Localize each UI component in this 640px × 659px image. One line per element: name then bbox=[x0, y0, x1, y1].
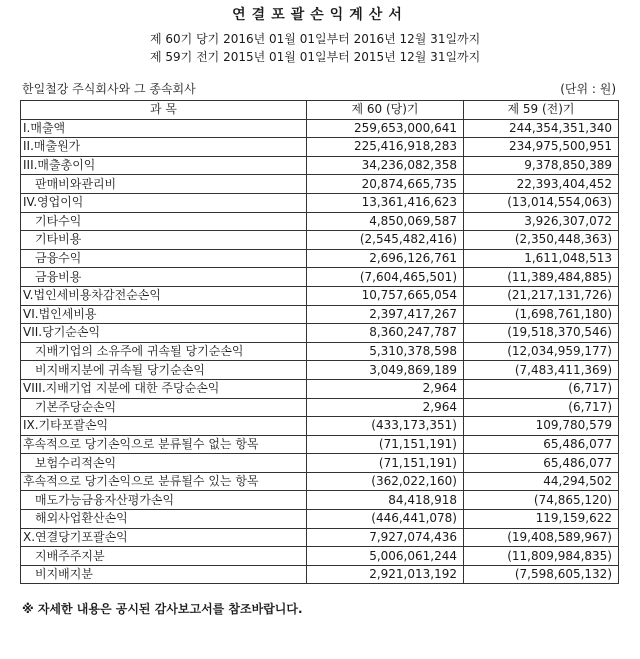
row-label: V.법인세비용차감전순손익 bbox=[21, 286, 307, 305]
table-row bbox=[21, 417, 619, 436]
table-row bbox=[21, 268, 619, 287]
table-row bbox=[21, 361, 619, 380]
table-row bbox=[21, 193, 619, 212]
table-row bbox=[21, 231, 619, 250]
prior-period-value: (11,809,984,835) bbox=[464, 547, 619, 566]
table-row bbox=[21, 454, 619, 473]
prior-period-value: (19,408,589,967) bbox=[464, 528, 619, 547]
row-label: 비지배지분에 귀속될 당기순손익 bbox=[21, 361, 307, 380]
prior-period-value: 44,294,502 bbox=[464, 472, 619, 491]
current-period-value: 34,236,082,358 bbox=[307, 156, 464, 175]
current-period-value: 4,850,069,587 bbox=[307, 212, 464, 231]
document-title: 연결포괄손익계산서 bbox=[232, 7, 408, 23]
current-period-value: 2,964 bbox=[307, 379, 464, 398]
current-period-value: 3,049,869,189 bbox=[307, 361, 464, 380]
header-account: 과 목 bbox=[21, 101, 307, 120]
table-row bbox=[21, 305, 619, 324]
current-period-value: 84,418,918 bbox=[307, 491, 464, 510]
current-period-value: 8,360,247,787 bbox=[307, 324, 464, 343]
current-period-value: 20,874,665,735 bbox=[307, 175, 464, 194]
table-row bbox=[21, 435, 619, 454]
prior-period-value: 9,378,850,389 bbox=[464, 156, 619, 175]
row-label: 금융수익 bbox=[21, 249, 307, 268]
table-row bbox=[21, 212, 619, 231]
current-period-value: 5,310,378,598 bbox=[307, 342, 464, 361]
row-label: 비지배지분 bbox=[21, 565, 307, 584]
current-period-value: 259,653,000,641 bbox=[307, 119, 464, 138]
table-row bbox=[21, 286, 619, 305]
row-label: 해외사업환산손익 bbox=[21, 510, 307, 529]
row-label: 지배주주지분 bbox=[21, 547, 307, 566]
table-row bbox=[21, 324, 619, 343]
prior-period-value: 119,159,622 bbox=[464, 510, 619, 529]
current-period-value: (71,151,191) bbox=[307, 435, 464, 454]
row-label: 금융비용 bbox=[21, 268, 307, 287]
prior-period-value: 3,926,307,072 bbox=[464, 212, 619, 231]
table-row bbox=[21, 510, 619, 529]
table-row bbox=[21, 528, 619, 547]
prior-period-value: 22,393,404,452 bbox=[464, 175, 619, 194]
prior-period-value: (12,034,959,177) bbox=[464, 342, 619, 361]
table-header-row bbox=[21, 101, 619, 120]
current-period-value: 2,397,417,267 bbox=[307, 305, 464, 324]
prior-period-value: (7,598,605,132) bbox=[464, 565, 619, 584]
row-label: 후속적으로 당기손익으로 분류될수 있는 항목 bbox=[21, 472, 307, 491]
prior-period-value: (21,217,131,726) bbox=[464, 286, 619, 305]
row-label: 기타수익 bbox=[21, 212, 307, 231]
current-period-value: (362,022,160) bbox=[307, 472, 464, 491]
row-label: IX.기타포괄손익 bbox=[21, 417, 307, 436]
row-label: 후속적으로 당기손익으로 분류될수 없는 항목 bbox=[21, 435, 307, 454]
current-period-value: (7,604,465,501) bbox=[307, 268, 464, 287]
row-label: 지배기업의 소유주에 귀속될 당기순손익 bbox=[21, 342, 307, 361]
table-row bbox=[21, 491, 619, 510]
period-current: 제 60기 당기 2016년 01월 01일부터 2016년 12월 31일까지 bbox=[150, 32, 481, 46]
current-period-value: (433,173,351) bbox=[307, 417, 464, 436]
table-body bbox=[21, 119, 619, 584]
table-row bbox=[21, 547, 619, 566]
footnote: ※ 자세한 내용은 공시된 감사보고서를 참조바랍니다. bbox=[22, 602, 303, 616]
prior-period-value: (2,350,448,363) bbox=[464, 231, 619, 250]
current-period-value: (2,545,482,416) bbox=[307, 231, 464, 250]
row-label: 기타비용 bbox=[21, 231, 307, 250]
table-row bbox=[21, 379, 619, 398]
row-label: VI.법인세비용 bbox=[21, 305, 307, 324]
table-row bbox=[21, 175, 619, 194]
prior-period-value: (13,014,554,063) bbox=[464, 193, 619, 212]
prior-period-value: (74,865,120) bbox=[464, 491, 619, 510]
prior-period-value: (6,717) bbox=[464, 398, 619, 417]
current-period-value: 10,757,665,054 bbox=[307, 286, 464, 305]
row-label: 판매비와관리비 bbox=[21, 175, 307, 194]
prior-period-value: (6,717) bbox=[464, 379, 619, 398]
row-label: 매도가능금융자산평가손익 bbox=[21, 491, 307, 510]
table-row bbox=[21, 565, 619, 584]
company-name: 한일철강 주식회사와 그 종속회사 bbox=[22, 82, 196, 96]
current-period-value: 5,006,061,244 bbox=[307, 547, 464, 566]
current-period-value: 7,927,074,436 bbox=[307, 528, 464, 547]
current-period-value: 13,361,416,623 bbox=[307, 193, 464, 212]
header-current-period: 제 60 (당)기 bbox=[307, 101, 464, 120]
prior-period-value: (11,389,484,885) bbox=[464, 268, 619, 287]
row-label: VIII.지배기업 지분에 대한 주당순손익 bbox=[21, 379, 307, 398]
prior-period-value: 1,611,048,513 bbox=[464, 249, 619, 268]
current-period-value: (446,441,078) bbox=[307, 510, 464, 529]
prior-period-value: (1,698,761,180) bbox=[464, 305, 619, 324]
row-label: IV.영업이익 bbox=[21, 193, 307, 212]
current-period-value: (71,151,191) bbox=[307, 454, 464, 473]
row-label: X.연결당기포괄손익 bbox=[21, 528, 307, 547]
table-row bbox=[21, 342, 619, 361]
prior-period-value: 234,975,500,951 bbox=[464, 138, 619, 157]
current-period-value: 2,964 bbox=[307, 398, 464, 417]
table-row bbox=[21, 249, 619, 268]
prior-period-value: (7,483,411,369) bbox=[464, 361, 619, 380]
table-row bbox=[21, 472, 619, 491]
table-row bbox=[21, 398, 619, 417]
prior-period-value: (19,518,370,546) bbox=[464, 324, 619, 343]
row-label: 기본주당순손익 bbox=[21, 398, 307, 417]
row-label: 보험수리적손익 bbox=[21, 454, 307, 473]
table-row bbox=[21, 119, 619, 138]
row-label: I.매출액 bbox=[21, 119, 307, 138]
table-row bbox=[21, 156, 619, 175]
current-period-value: 2,696,126,761 bbox=[307, 249, 464, 268]
current-period-value: 2,921,013,192 bbox=[307, 565, 464, 584]
prior-period-value: 65,486,077 bbox=[464, 435, 619, 454]
current-period-value: 225,416,918,283 bbox=[307, 138, 464, 157]
income-statement-table bbox=[20, 100, 619, 584]
row-label: VII.당기순손익 bbox=[21, 324, 307, 343]
prior-period-value: 244,354,351,340 bbox=[464, 119, 619, 138]
prior-period-value: 65,486,077 bbox=[464, 454, 619, 473]
table-row bbox=[21, 138, 619, 157]
prior-period-value: 109,780,579 bbox=[464, 417, 619, 436]
row-label: II.매출원가 bbox=[21, 138, 307, 157]
period-prior: 제 59기 전기 2015년 01월 01일부터 2015년 12월 31일까지 bbox=[150, 50, 481, 64]
unit-label: (단위 : 원) bbox=[560, 82, 616, 96]
row-label: III.매출총이익 bbox=[21, 156, 307, 175]
header-prior-period: 제 59 (전)기 bbox=[464, 101, 619, 120]
